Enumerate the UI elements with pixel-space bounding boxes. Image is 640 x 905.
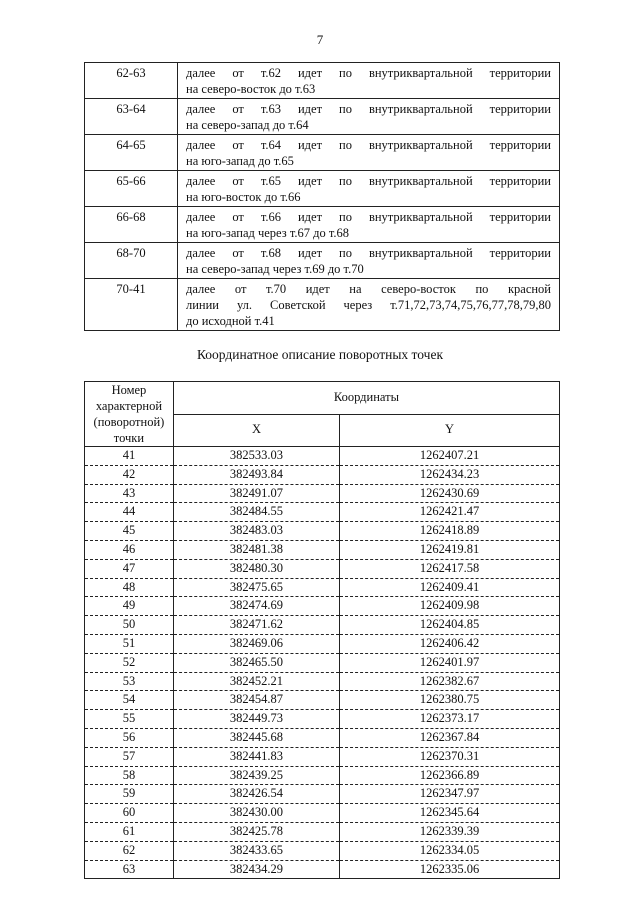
x-coordinate-cell: 382469.06 [173,634,339,653]
y-coordinate-cell: 1262366.89 [340,766,560,785]
x-coordinate-cell: 382426.54 [173,785,339,804]
point-number-cell: 51 [85,634,174,653]
point-number-header-line1: Номер характерной [95,383,163,413]
segment-description-line: далее от т.64 идет по внутриквартальной территории [186,138,551,152]
table-row [85,522,560,541]
segment-description-line: далее от т.66 идет по внутриквартальной территории [186,210,551,224]
y-coordinate-cell: 1262345.64 [340,804,560,823]
segment-description [178,135,560,171]
coordinates-header: Координаты [173,382,559,415]
segment-description-line: на северо-запад через т.69 до т.70 [186,262,364,276]
segment-row [85,243,560,279]
point-number-cell: 54 [85,691,174,710]
x-coordinate-cell: 382445.68 [173,728,339,747]
point-number-cell: 57 [85,747,174,766]
segment-description-line: далее от т.65 идет по внутриквартальной территории [186,174,551,188]
x-coordinate-cell: 382493.84 [173,465,339,484]
table-row [85,465,560,484]
point-number-header [85,382,174,447]
point-number-cell: 45 [85,522,174,541]
section-title: Координатное описание поворотных точек [196,347,444,362]
y-coordinate-cell: 1262434.23 [340,465,560,484]
point-number-header-line2: (поворотной) точки [93,415,165,445]
segment-description-line: на юго-запад до т.65 [186,154,294,168]
table-row [85,860,560,879]
table-row [85,747,560,766]
x-coordinate-cell: 382481.38 [173,540,339,559]
table-row [85,785,560,804]
y-header: Y [340,414,560,447]
segment-description [178,243,560,279]
segment-description [178,279,560,331]
segment-row [85,63,560,99]
segment-description [178,207,560,243]
y-coordinate-cell: 1262347.97 [340,785,560,804]
x-coordinate-cell: 382465.50 [173,653,339,672]
table-row [85,822,560,841]
y-coordinate-cell: 1262409.98 [340,597,560,616]
point-number-cell: 63 [85,860,174,879]
table-row [85,653,560,672]
point-number-cell: 53 [85,672,174,691]
segment-description-line: далее от т.62 идет по внутриквартальной территории [186,66,551,80]
x-coordinate-cell: 382449.73 [173,710,339,729]
point-number-cell: 52 [85,653,174,672]
segment-description-line: на юго-запад через т.67 до т.68 [186,226,349,240]
segment-row [85,279,560,331]
segment-description [178,63,560,99]
y-coordinate-cell: 1262367.84 [340,728,560,747]
segment-description-line: на юго-восток до т.66 [186,190,301,204]
point-number-cell: 41 [85,447,174,466]
point-number-cell: 60 [85,804,174,823]
boundary-description-table [84,62,560,331]
y-coordinate-cell: 1262334.05 [340,841,560,860]
table-row [85,616,560,635]
x-header: X [173,414,339,447]
point-number-cell: 50 [85,616,174,635]
y-coordinate-cell: 1262339.39 [340,822,560,841]
point-number-cell: 43 [85,484,174,503]
y-coordinate-cell: 1262373.17 [340,710,560,729]
y-coordinate-cell: 1262418.89 [340,522,560,541]
table-row [85,447,560,466]
y-coordinate-cell: 1262370.31 [340,747,560,766]
x-coordinate-cell: 382484.55 [173,503,339,522]
segment-range: 66-68 [85,207,178,243]
y-coordinate-cell: 1262419.81 [340,540,560,559]
y-coordinate-cell: 1262380.75 [340,691,560,710]
segment-description [178,99,560,135]
y-coordinate-cell: 1262406.42 [340,634,560,653]
segment-range: 62-63 [85,63,178,99]
point-number-cell: 47 [85,559,174,578]
point-number-cell: 48 [85,578,174,597]
x-coordinate-cell: 382454.87 [173,691,339,710]
x-coordinate-cell: 382533.03 [173,447,339,466]
y-coordinate-cell: 1262421.47 [340,503,560,522]
x-coordinate-cell: 382471.62 [173,616,339,635]
x-coordinate-cell: 382441.83 [173,747,339,766]
table-row [85,804,560,823]
segment-row [85,171,560,207]
segment-description-line: на северо-запад до т.64 [186,118,309,132]
point-number-cell: 46 [85,540,174,559]
point-number-cell: 59 [85,785,174,804]
y-coordinate-cell: 1262404.85 [340,616,560,635]
x-coordinate-cell: 382425.78 [173,822,339,841]
segment-range: 68-70 [85,243,178,279]
y-coordinate-cell: 1262401.97 [340,653,560,672]
x-coordinate-cell: 382439.25 [173,766,339,785]
point-number-cell: 61 [85,822,174,841]
segment-row [85,99,560,135]
table-row [85,634,560,653]
segment-description-line: до исходной т.41 [186,314,275,328]
segment-description-line: на северо-восток до т.63 [186,82,316,96]
segment-range: 64-65 [85,135,178,171]
table-row [85,710,560,729]
point-number-cell: 44 [85,503,174,522]
table-row [85,503,560,522]
table-row [85,559,560,578]
x-coordinate-cell: 382430.00 [173,804,339,823]
table-row [85,484,560,503]
x-coordinate-cell: 382480.30 [173,559,339,578]
coordinates-table-header [85,382,560,447]
table-row [85,766,560,785]
x-coordinate-cell: 382475.65 [173,578,339,597]
boundary-description-body [85,63,560,331]
segment-range: 70-41 [85,279,178,331]
segment-description [178,171,560,207]
segment-range: 63-64 [85,99,178,135]
x-coordinate-cell: 382474.69 [173,597,339,616]
segment-description-line: линии ул. Советской через т.71,72,73,74,75,76,77,78,79,80 [186,298,551,312]
segment-row [85,135,560,171]
segment-range: 65-66 [85,171,178,207]
x-coordinate-cell: 382433.65 [173,841,339,860]
table-row [85,578,560,597]
x-coordinate-cell: 382483.03 [173,522,339,541]
table-row [85,841,560,860]
point-number-cell: 49 [85,597,174,616]
y-coordinate-cell: 1262382.67 [340,672,560,691]
point-number-cell: 58 [85,766,174,785]
y-coordinate-cell: 1262417.58 [340,559,560,578]
x-coordinate-cell: 382452.21 [173,672,339,691]
table-row [85,672,560,691]
segment-description-line: далее от т.63 идет по внутриквартальной территории [186,102,551,116]
segment-row [85,207,560,243]
table-row [85,691,560,710]
point-number-cell: 55 [85,710,174,729]
point-number-cell: 42 [85,465,174,484]
coordinates-table-body [85,447,560,879]
y-coordinate-cell: 1262407.21 [340,447,560,466]
point-number-cell: 56 [85,728,174,747]
y-coordinate-cell: 1262409.41 [340,578,560,597]
y-coordinate-cell: 1262430.69 [340,484,560,503]
coordinates-table [84,381,560,879]
table-row [85,728,560,747]
x-coordinate-cell: 382434.29 [173,860,339,879]
table-row [85,597,560,616]
point-number-cell: 62 [85,841,174,860]
x-coordinate-cell: 382491.07 [173,484,339,503]
page-number: 7 [316,32,324,47]
segment-description-line: далее от т.70 идет на северо-восток по красной [186,282,551,296]
table-row [85,540,560,559]
y-coordinate-cell: 1262335.06 [340,860,560,879]
header-row-1 [85,382,560,415]
segment-description-line: далее от т.68 идет по внутриквартальной территории [186,246,551,260]
